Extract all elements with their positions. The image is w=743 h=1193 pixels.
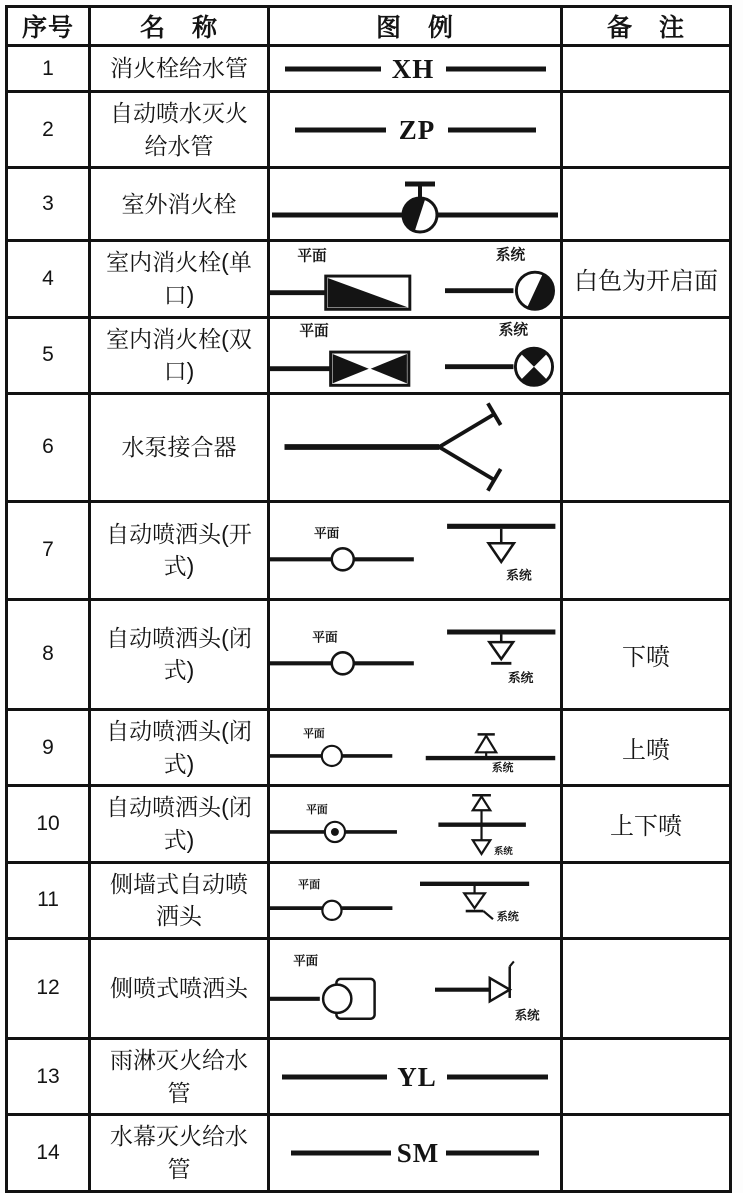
- row-number: 13: [8, 1040, 91, 1113]
- closed-sprinkler-down-plan-symbol: [270, 624, 416, 684]
- symbol-name: 自动喷洒头(闭式): [91, 601, 270, 708]
- remark: 白色为开启面: [574, 268, 718, 296]
- symbol-name: 侧墙式自动喷洒头: [91, 864, 270, 937]
- legend-cell: [270, 601, 563, 708]
- legend-cell: [270, 711, 563, 784]
- symbol-name: 消火栓给水管: [91, 47, 270, 90]
- closed-sprinkler-updown-system-symbol: [423, 789, 560, 859]
- legend-cell: [270, 319, 563, 392]
- pipe-code-label: XH: [391, 53, 434, 84]
- header-legend: 图 例: [270, 8, 563, 44]
- symbol-legend-table: [5, 5, 732, 1193]
- table-row: [8, 169, 729, 242]
- table-row: [8, 940, 729, 1040]
- pipe-code-label: SM: [396, 1137, 440, 1168]
- table-row: [8, 242, 729, 318]
- remark: [563, 169, 729, 239]
- legend-cell: [270, 93, 563, 166]
- xh-pipe-symbol: [283, 54, 548, 84]
- legend-cell: [270, 1040, 563, 1113]
- sidewall-sprinkler-plan-symbol: [270, 869, 394, 931]
- remark: [563, 319, 729, 392]
- row-number: 4: [8, 242, 91, 315]
- row-number: 7: [8, 503, 91, 598]
- system-label: 系统: [515, 1008, 541, 1023]
- plan-label: 平面: [293, 954, 319, 969]
- remark: [563, 1116, 729, 1189]
- symbol-name: 自动喷洒头(闭式): [91, 787, 270, 860]
- row-number: 9: [8, 711, 91, 784]
- symbol-name: 侧喷式喷洒头: [91, 940, 270, 1037]
- remark: [563, 940, 729, 1037]
- side-spray-plan-symbol: [270, 943, 409, 1033]
- plan-label: 平面: [306, 804, 328, 817]
- row-number: 14: [8, 1116, 91, 1189]
- row-number: 2: [8, 93, 91, 166]
- table-row: [8, 503, 729, 601]
- remark: [563, 864, 729, 937]
- symbol-name: 室外消火栓: [91, 169, 270, 239]
- system-label: 系统: [505, 569, 532, 584]
- remark: [563, 395, 729, 500]
- symbol-name: 自动喷洒头(开式): [91, 503, 270, 598]
- open-sprinkler-plan-symbol: [270, 520, 416, 580]
- legend-cell: [270, 242, 563, 315]
- legend-cell: [270, 503, 563, 598]
- symbol-name: 室内消火栓(单口): [91, 242, 270, 315]
- pump-coupler-symbol: [270, 395, 560, 499]
- system-label: 系统: [493, 845, 513, 856]
- system-label: 系统: [491, 761, 514, 774]
- side-spray-system-symbol: [435, 944, 560, 1032]
- remark: [563, 93, 729, 166]
- table-row: [8, 93, 729, 169]
- legend-cell: [270, 1116, 563, 1189]
- row-number: 6: [8, 395, 91, 500]
- row-number: 10: [8, 787, 91, 860]
- plan-label: 平面: [303, 727, 325, 740]
- system-label: 系统: [498, 322, 528, 339]
- plan-label: 平面: [312, 630, 338, 645]
- remark: 下喷: [622, 643, 670, 671]
- closed-sprinkler-up-plan-symbol: [270, 718, 394, 778]
- table-row: [8, 711, 729, 787]
- table-row: [8, 787, 729, 863]
- remark: [563, 47, 729, 90]
- plan-label: 平面: [297, 248, 327, 265]
- remark: 上喷: [622, 737, 670, 765]
- symbol-name: 自动喷洒头(闭式): [91, 711, 270, 784]
- symbol-name: 雨淋灭火给水管: [91, 1040, 270, 1113]
- yl-pipe-symbol: [280, 1062, 550, 1092]
- indoor-hydrant-single-plan-symbol: [270, 246, 419, 312]
- table-header-row: [8, 8, 729, 47]
- header-name: 名 称: [91, 8, 270, 44]
- remark: 上下喷: [610, 813, 682, 841]
- pipe-code-label: YL: [397, 1061, 437, 1092]
- header-remark: 备 注: [606, 14, 685, 42]
- legend-cell: [270, 864, 563, 937]
- closed-sprinkler-updown-plan-symbol: [270, 794, 397, 854]
- plan-label: 平面: [298, 879, 321, 892]
- row-number: 5: [8, 319, 91, 392]
- zp-pipe-symbol: [293, 115, 538, 145]
- pipe-code-label: ZP: [398, 114, 435, 145]
- symbol-name: 室内消火栓(双口): [91, 319, 270, 392]
- row-number: 11: [8, 864, 91, 937]
- outdoor-hydrant-symbol: [270, 172, 560, 236]
- legend-cell: [270, 169, 563, 239]
- table-row: [8, 601, 729, 711]
- indoor-hydrant-single-system-symbol: [445, 245, 560, 313]
- plan-label: 平面: [313, 526, 340, 541]
- legend-cell: [270, 47, 563, 90]
- table-row: [8, 395, 729, 503]
- system-label: 系统: [495, 247, 525, 264]
- remark: [563, 1040, 729, 1113]
- system-label: 系统: [507, 671, 533, 686]
- remark: [563, 503, 729, 598]
- symbol-name: 水幕灭火给水管: [91, 1116, 270, 1189]
- symbol-name: 水泵接合器: [91, 395, 270, 500]
- symbol-name: 自动喷水灭火给水管: [91, 93, 270, 166]
- sm-pipe-symbol: [289, 1138, 541, 1168]
- table-row: [8, 319, 729, 395]
- closed-sprinkler-up-system-symbol: [420, 714, 560, 782]
- row-number: 8: [8, 601, 91, 708]
- sidewall-sprinkler-system-symbol: [420, 867, 560, 933]
- row-number: 3: [8, 169, 91, 239]
- header-no: 序号: [8, 8, 91, 44]
- indoor-hydrant-double-system-symbol: [445, 320, 560, 390]
- open-sprinkler-system-symbol: [442, 511, 560, 589]
- legend-cell: [270, 940, 563, 1037]
- indoor-hydrant-double-plan-symbol: [270, 321, 419, 389]
- system-label: 系统: [496, 911, 519, 924]
- legend-cell: [270, 395, 563, 500]
- plan-label: 平面: [299, 323, 329, 340]
- table-row: [8, 1040, 729, 1116]
- table-row: [8, 47, 729, 93]
- row-number: 12: [8, 940, 91, 1037]
- table-row: [8, 1116, 729, 1189]
- table-row: [8, 864, 729, 940]
- row-number: 1: [8, 47, 91, 90]
- legend-cell: [270, 787, 563, 860]
- closed-sprinkler-down-system-symbol: [442, 617, 560, 691]
